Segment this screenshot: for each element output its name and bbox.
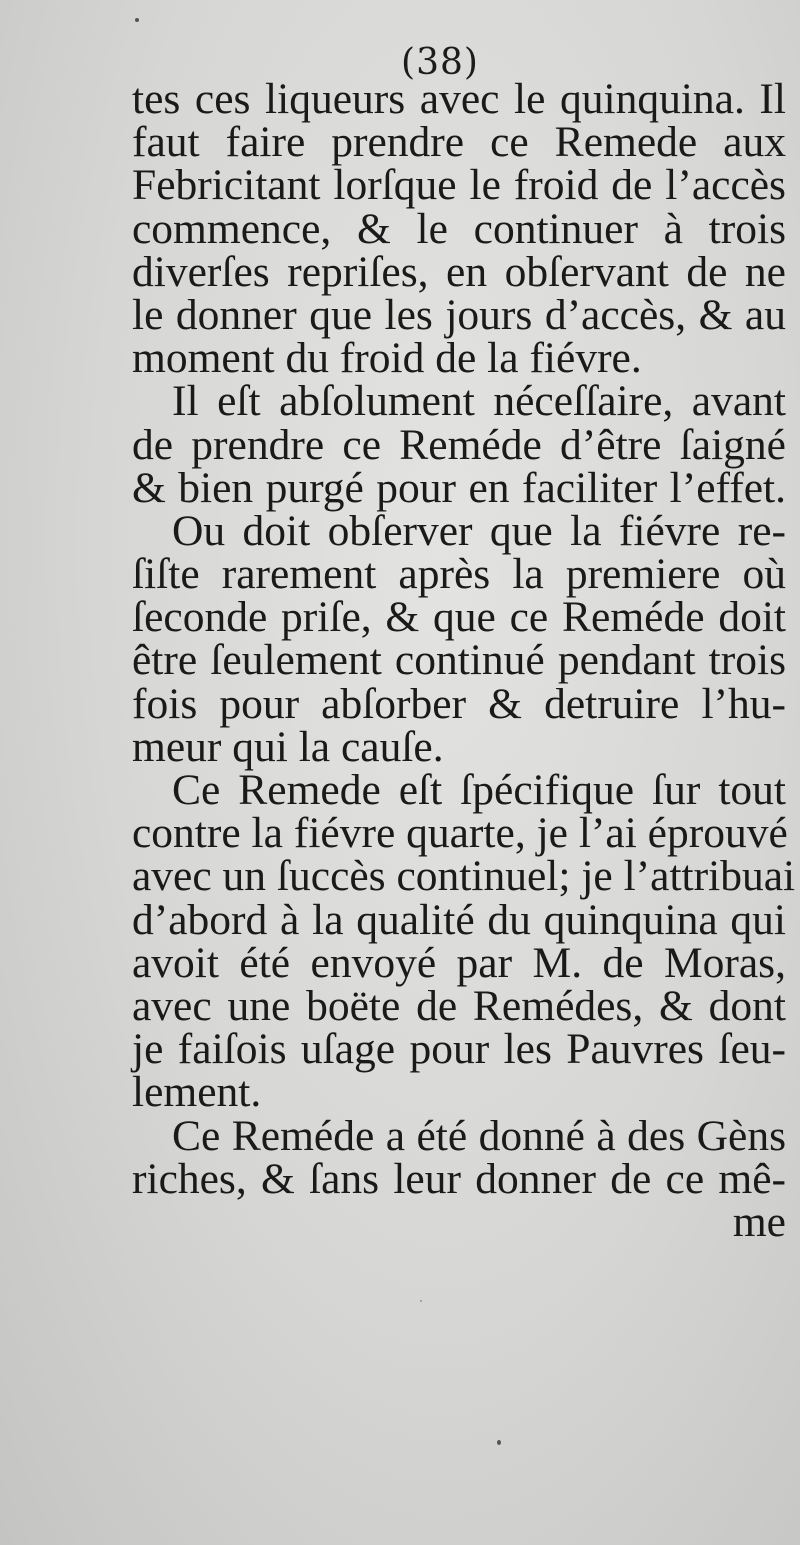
text-line: & bien purgé pour en faciliter l’effet. bbox=[132, 463, 786, 512]
paper-speck bbox=[420, 1300, 422, 1302]
text-line: ſiſte rarement après la premiere où bbox=[132, 550, 786, 599]
text-line: ſeconde priſe, & que ce Reméde doit bbox=[132, 593, 786, 642]
text-line: avec un ſuccès continuel; je l’attribuai bbox=[132, 852, 796, 901]
text-line: de prendre ce Reméde d’être ſaigné bbox=[132, 420, 786, 469]
text-line: avec une boëte de Remédes, & dont bbox=[132, 981, 786, 1030]
text-line: avoit été envoyé par M. de Moras, bbox=[132, 938, 786, 987]
text-line: je faiſois uſage pour les Pauvres ſeu- bbox=[132, 1025, 786, 1074]
page-number: (38) bbox=[401, 42, 479, 83]
text-line: être ſeulement continué pendant trois bbox=[132, 636, 786, 685]
catchword: me bbox=[732, 1197, 786, 1246]
body-text bbox=[132, 75, 796, 1246]
text-line: moment du froid de la fiévre. bbox=[132, 334, 642, 383]
text-line: Febricitant lorſque le froid de l’accès bbox=[132, 161, 786, 210]
paragraph-start-line: Ce Remede eſt ſpécifique ſur tout bbox=[172, 766, 786, 814]
text-line: contre la fiévre quarte, je l’ai éprouvé bbox=[132, 809, 788, 858]
text-line: faut faire prendre ce Remede aux bbox=[132, 118, 786, 167]
text-line: meur qui la cauſe. bbox=[132, 722, 444, 771]
paragraph-start-line: Ce Reméde a été donné à des Gèns bbox=[172, 1111, 786, 1160]
paper-speck bbox=[497, 1440, 501, 1445]
paper-speck bbox=[135, 18, 139, 22]
text-line: fois pour abſorber & detruire l’hu- bbox=[132, 679, 786, 728]
paragraph-start-line: Il eſt abſolument néceſſaire, avant bbox=[172, 377, 786, 426]
text-line: riches, & ſans leur donner de ce mê- bbox=[132, 1154, 786, 1203]
text-line: d’abord à la qualité du quinquina qui bbox=[132, 895, 786, 944]
text-line: tes ces liqueurs avec le quinquina. Il bbox=[132, 75, 786, 123]
text-line: diverſes repriſes, en obſervant de ne bbox=[132, 247, 786, 296]
text-line: le donner que les jours d’accès, & au bbox=[132, 290, 786, 339]
text-line: lement. bbox=[132, 1068, 262, 1117]
paragraph-start-line: Ou doit obſerver que la fiévre re- bbox=[172, 506, 786, 555]
text-line: commence, & le continuer à trois bbox=[132, 204, 786, 253]
